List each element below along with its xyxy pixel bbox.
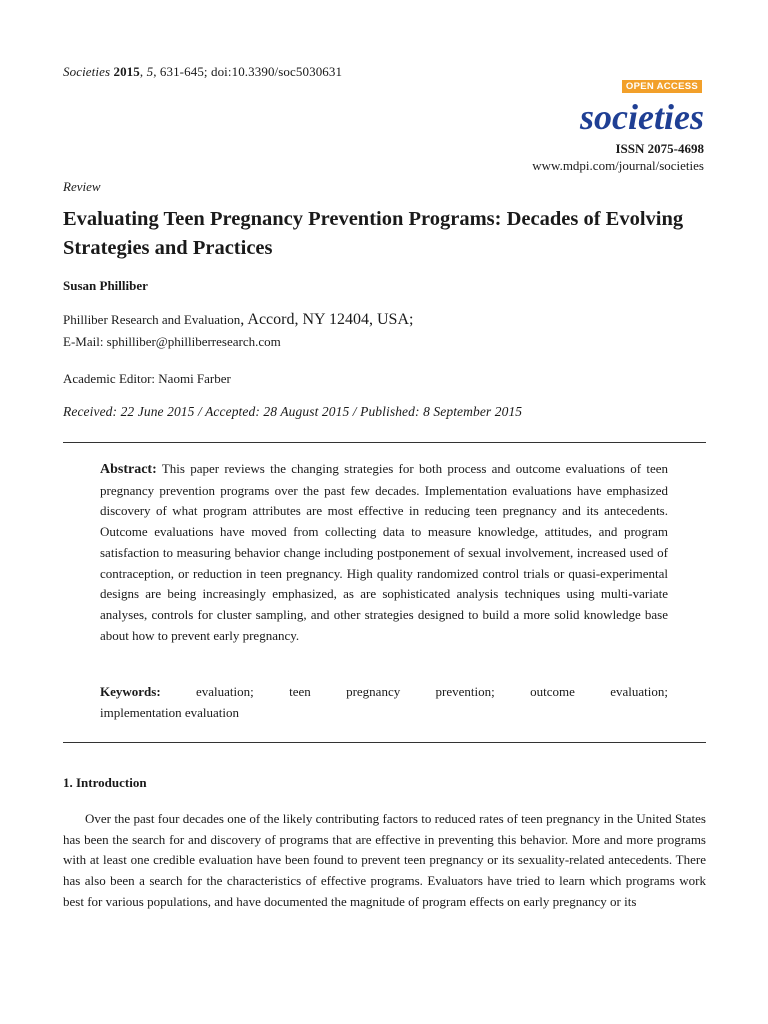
abstract [100,459,668,646]
keywords-label: Keywords: [100,684,161,699]
citation-line: Societies 2015, 5, 631-645; doi:10.3390/soc5030631 [63,64,343,79]
abstract-text: This paper reviews the changing strategies for both process and outcome evaluations of teen pregnancy prevention programs over the past few decades. Implementation evaluations have emphasized discovery of what program attributes are most effective in reducing teen pregnancy and its antecedents. Outcome evaluations have moved from collecting data to measure knowledge, attitudes, and program satisfaction to measuring behavior change including postponement of sexual involvement, increased used of contraception, or reduction in teen pregnancy. High quality randomized control trials or quasi-experimental designs are being increasingly emphasized, as are sophisticated analysis techniques using multi-variate analyses, controls for cluster sampling, and other strategies designed to build a more solid knowledge base about how to prevent early pregnancy. [100,461,669,643]
publication-dates: Received: 22 June 2015 / Accepted: 28 August 2015 / Published: 8 September 2015 [63,404,523,419]
journal-logo: societies [580,97,704,137]
academic-editor: Academic Editor: Naomi Farber [63,371,231,386]
article-title: Evaluating Teen Pregnancy Prevention Programs: Decades of Evolving Strategies and Practices [63,208,684,259]
keywords-line [100,682,668,703]
affiliation [63,311,413,329]
open-access-badge: OPEN ACCESS [622,80,702,93]
keyword: evaluation; [196,684,254,699]
keyword: outcome [530,684,575,699]
article-type: Review [63,179,101,194]
journal-name: Societies [63,64,111,79]
author-email[interactable]: E-Mail: sphilliber@philliberresearch.com [63,334,281,349]
keywords [100,682,668,723]
keywords-line-2: implementation evaluation [100,704,239,720]
divider-top [63,442,706,443]
citation-pages-doi: , 631-645; doi:10.3390/soc5030631 [153,64,343,79]
keyword: teen [289,684,311,699]
keyword: pregnancy [346,684,401,699]
divider-bottom [63,742,706,743]
keyword: evaluation; [610,684,668,699]
journal-url[interactable]: www.mdpi.com/journal/societies [532,158,704,173]
affiliation-org: Philliber Research and Evaluation [63,312,241,327]
author-name: Susan Philliber [63,278,148,293]
introduction-paragraph: Over the past four decades one of the likely contributing factors to reduced rates of teen pregnancy in the United States has been the search for and discovery of programs that are effective in preventing this behavior. More and more programs with at least one credible evaluation have been found to prevent teen pregnancy or its sexuality-related antecedents. There has also been a search for the characteristics of effective programs. Evaluators have tried to learn which programs work best for various populations, and have documented the magnitude of program effects on early pregnancy or its [63,811,706,909]
issn: ISSN 2075-4698 [615,141,704,156]
section-heading: 1. Introduction [63,775,147,790]
citation-volume: 5 [146,64,154,79]
citation-year: 2015 [113,64,140,79]
affiliation-address: , Accord, NY 12404, USA; [240,311,414,328]
keyword: prevention; [435,684,495,699]
abstract-label: Abstract: [100,462,157,477]
